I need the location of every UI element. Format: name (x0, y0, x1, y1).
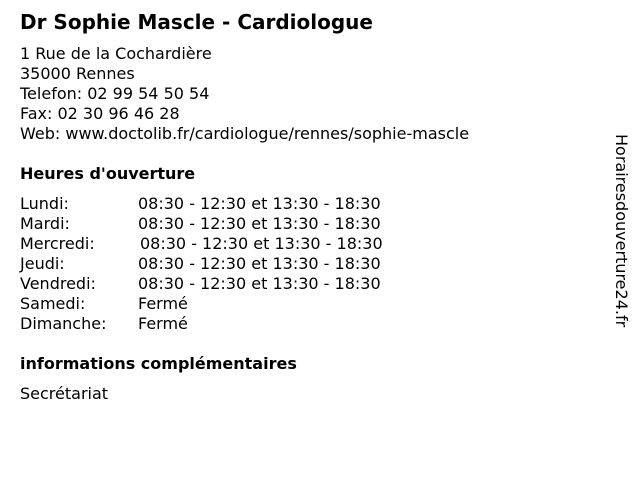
page-title: Dr Sophie Mascle - Cardiologue (20, 10, 373, 34)
street-address: 1 Rue de la Cochardière (20, 44, 212, 63)
day-label: Mardi: (20, 214, 70, 233)
site-watermark: Horairesdouverture24.fr (612, 134, 631, 328)
day-label: Vendredi: (20, 274, 96, 293)
fax-number: Fax: 02 30 96 46 28 (20, 104, 180, 123)
day-label: Jeudi: (20, 254, 65, 273)
info-heading: informations complémentaires (20, 354, 297, 373)
info-text: Secrétariat (20, 384, 109, 403)
day-label: Dimanche: (20, 314, 107, 333)
time-value: 08:30 - 12:30 et 13:30 - 18:30 (138, 254, 381, 273)
address-block (20, 44, 469, 144)
time-value: Fermé (138, 314, 188, 333)
time-value: 08:30 - 12:30 et 13:30 - 18:30 (138, 274, 381, 293)
hours-heading: Heures d'ouverture (20, 164, 196, 183)
time-value: 08:30 - 12:30 et 13:30 - 18:30 (138, 214, 381, 233)
phone-number: Telefon: 02 99 54 50 54 (20, 84, 210, 103)
time-value: Fermé (138, 294, 188, 313)
website-link[interactable]: Web: www.doctolib.fr/cardiologue/rennes/sophie-mascle (20, 124, 470, 143)
day-label: Mercredi: (20, 234, 95, 253)
day-label: Samedi: (20, 294, 86, 313)
day-label: Lundi: (20, 194, 69, 213)
city-address: 35000 Rennes (20, 64, 135, 83)
time-value: 08:30 - 12:30 et 13:30 - 18:30 (140, 234, 383, 253)
time-value: 08:30 - 12:30 et 13:30 - 18:30 (138, 194, 381, 213)
